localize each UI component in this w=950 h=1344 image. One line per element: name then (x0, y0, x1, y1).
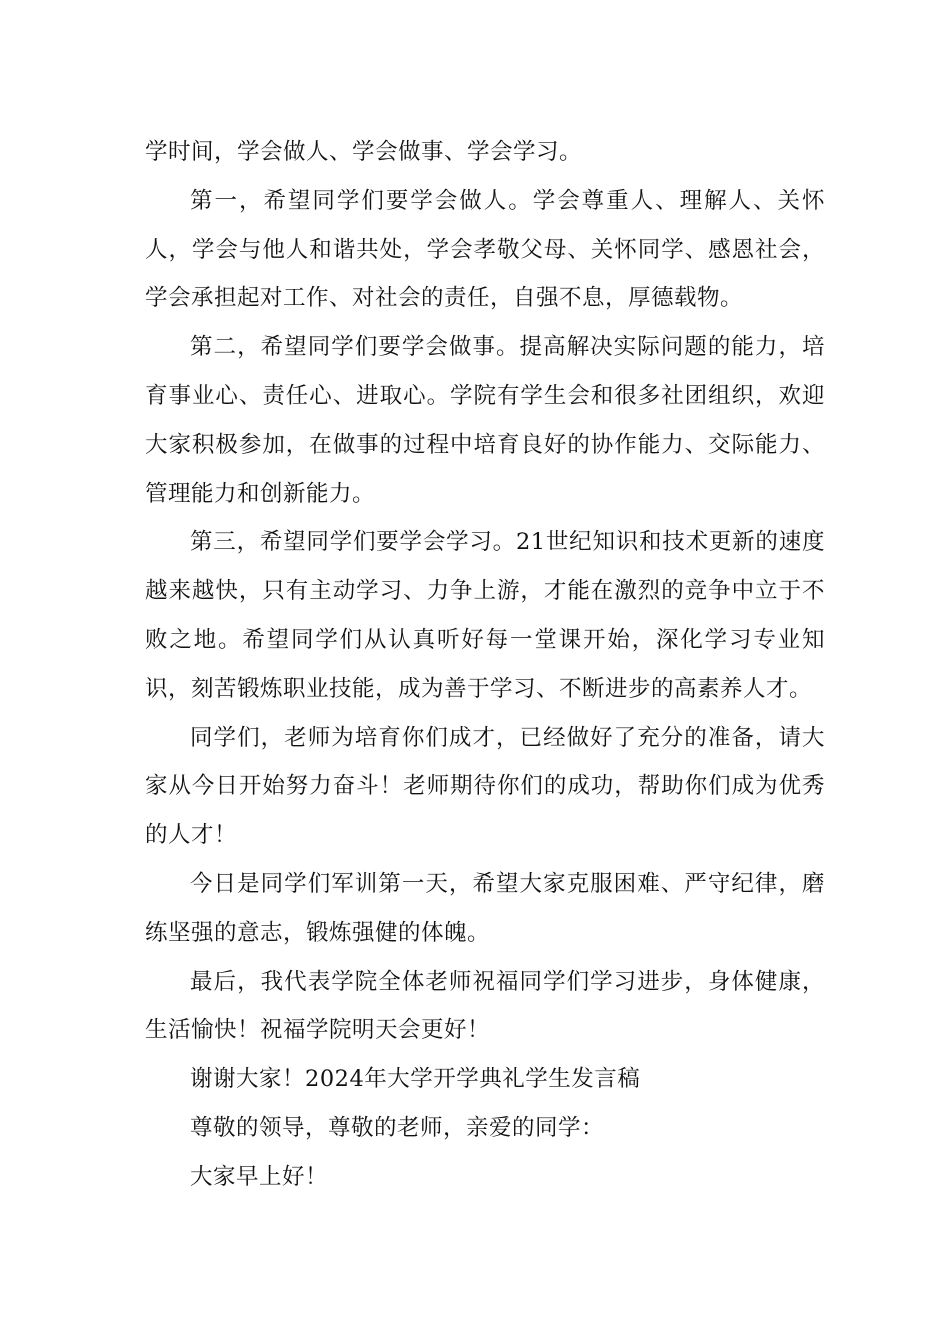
paragraph-first-point: 第一，希望同学们要学会做人。学会尊重人、理解人、关怀人，学会与他人和谐共处，学会孝敬父母、关怀同学、感恩社会，学会承担起对工作、对社会的责任，自强不息，厚德载物。 (145, 187, 825, 312)
greeting: 大家早上好！ (190, 1163, 329, 1190)
paragraph-blessing: 最后，我代表学院全体老师祝福同学们学习进步，身体健康，生活愉快！祝福学院明天会更好！ (145, 968, 825, 1044)
paragraph-third-point: 第三，希望同学们要学会学习。21世纪知识和技术更新的速度越来越快，只有主动学习、力争上游，才能在激烈的竞争中立于不败之地。希望同学们从认真听好每一堂课开始，深化学习专业知识，刻苦锻炼职业技能，成为善于学习、不断进步的高素养人才。 (145, 529, 825, 702)
paragraph-encouragement: 同学们，老师为培育你们成才，已经做好了充分的准备，请大家从今日开始努力奋斗！老师期待你们的成功，帮助你们成为优秀的人才！ (145, 724, 825, 849)
closing-and-next-title: 谢谢大家！2024年大学开学典礼学生发言稿 (190, 1066, 641, 1093)
salutation: 尊敬的领导，尊敬的老师，亲爱的同学： (190, 1114, 605, 1141)
paragraph-second-point: 第二，希望同学们要学会做事。提高解决实际问题的能力，培育事业心、责任心、进取心。学院有学生会和很多社团组织，欢迎大家积极参加，在做事的过程中培育良好的协作能力、交际能力、管理能力和创新能力。 (145, 334, 825, 507)
document-body (145, 128, 825, 1202)
paragraph-continuation: 学时间，学会做人、学会做事、学会学习。 (145, 139, 583, 165)
paragraph-military-training: 今日是同学们军训第一天，希望大家克服困难、严守纪律，磨练坚强的意志，锻炼强健的体魄。 (145, 870, 825, 946)
